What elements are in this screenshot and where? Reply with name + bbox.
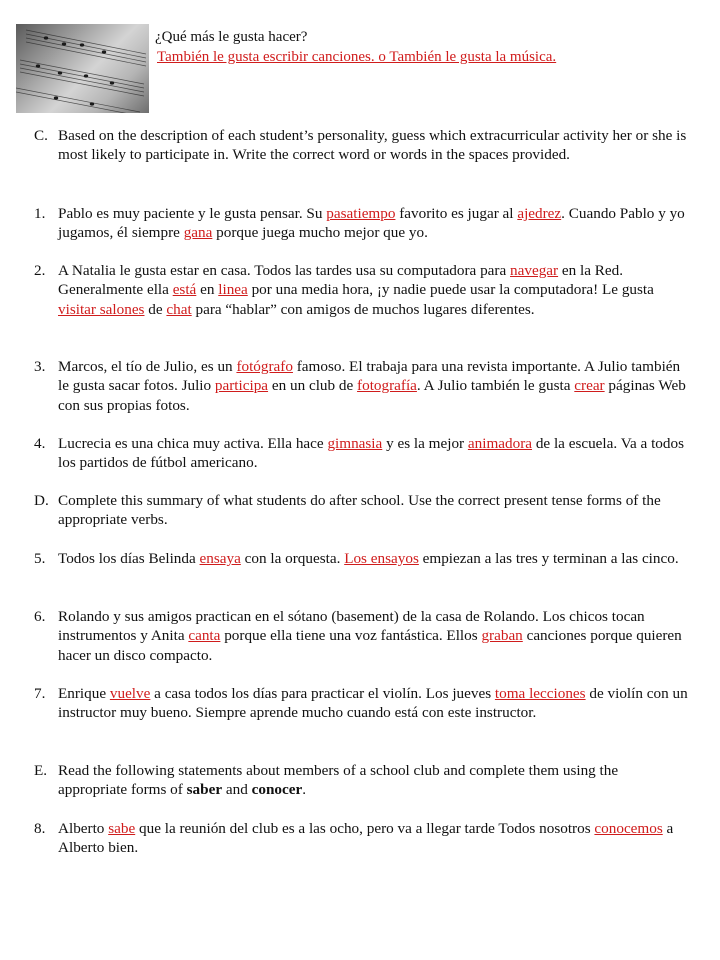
item-text: porque juega mucho mejor que yo. (212, 224, 428, 242)
item-text: de (144, 300, 167, 318)
answer-blank: sabe (108, 820, 136, 837)
item-text: famoso. El trabaja para una revista importante. A Julio también le gusta sacar fotos. Julio (58, 358, 681, 395)
item-text: por una media hora, ¡y nadie puede usar la computadora! Le gusta (247, 281, 654, 299)
answer-blank: navegar (510, 262, 559, 279)
item-number: 4. (34, 435, 46, 452)
answer-blank: linea (218, 281, 248, 299)
section-e-instructions (34, 761, 690, 800)
item-text: en (196, 281, 219, 299)
item-text: canciones porque quieren hacer un disco compacto. (58, 627, 682, 664)
section-d-text: Complete this summary of what students do after school. Use the correct present tense forms of the appropriate verbs. (58, 492, 661, 529)
exercise-item-4 (34, 434, 690, 473)
section-e-text: and (222, 781, 252, 799)
item-number: 8. (34, 820, 46, 837)
item-text: páginas Web con sus propias fotos. (58, 377, 686, 414)
item-text: a casa todos los días para practicar el violín. Los jueves (150, 685, 495, 702)
section-d-instructions (34, 491, 690, 530)
exercise-item-3 (34, 357, 690, 415)
answer-blank: ajedrez (517, 205, 562, 222)
item-text: Pablo es muy paciente y le gusta pensar. Su (58, 205, 327, 222)
item-text: Marcos, el tío de Julio, es un (58, 358, 237, 375)
item-text: con la orquesta. (240, 550, 345, 567)
exercise-item-8 (34, 819, 690, 858)
exercise-item-6 (34, 607, 690, 665)
answer-blank: visitar salones (58, 300, 145, 318)
answer-blank: Los ensayos (344, 550, 419, 567)
question-answer: También le gusta escribir canciones. o También le gusta la música. (157, 49, 557, 65)
item-text: Rolando y sus amigos practican en el sótano (basement) de la casa de Rolando. Los chicos tocan instrumentos y Anita (58, 608, 645, 645)
answer-blank: crear (574, 377, 605, 395)
item-text: Alberto (58, 820, 109, 837)
item-text: empiezan a las tres y terminan a las cinco. (418, 550, 679, 567)
section-e-marker: E. (34, 762, 48, 779)
answer-blank: vuelve (109, 685, 151, 702)
item-text: A Natalia le gusta estar en casa. Todos las tardes usa su computadora para (58, 262, 511, 279)
item-text: de violín con un instructor muy bueno. Siempre aprende mucho cuando está con este instructor. (58, 685, 688, 722)
item-number: 1. (34, 205, 46, 222)
answer-blank: está (172, 281, 197, 299)
question-text: ¿Qué más le gusta hacer? (155, 29, 308, 45)
answer-blank: participa (214, 377, 269, 395)
item-number: 5. (34, 550, 46, 567)
answer-blank: fotógrafo (236, 358, 293, 375)
item-number: 6. (34, 608, 46, 625)
item-text: . Cuando Pablo y yo jugamos, él siempre (58, 205, 685, 242)
keyword-saber: saber (186, 781, 223, 799)
answer-blank: gimnasia (327, 435, 383, 452)
item-text: Enrique (58, 685, 110, 702)
exercise-item-5 (34, 549, 690, 568)
section-d-marker: D. (34, 492, 49, 509)
item-number: 3. (34, 358, 46, 375)
item-number: 2. (34, 262, 46, 279)
item-text: Lucrecia es una chica muy activa. Ella hace (58, 435, 328, 452)
item-text: . A Julio también le gusta (416, 377, 575, 395)
exercise-item-1 (34, 204, 690, 243)
answer-blank: pasatiempo (326, 205, 396, 222)
item-text: en un club de (268, 377, 358, 395)
item-text: porque ella tiene una voz fantástica. Ellos (220, 627, 482, 645)
answer-blank: toma lecciones (494, 685, 586, 702)
section-c-text: Based on the description of each student’s personality, guess which extracurricular activity her or she is most likely to participate in. Write the correct word or words in the spaces provided. (58, 127, 687, 164)
exercise-item-7 (34, 684, 690, 723)
keyword-conocer: conocer (251, 781, 303, 799)
answer-blank: conocemos (594, 820, 663, 837)
answer-blank: gana (183, 224, 213, 242)
answer-blank: fotografía (357, 377, 417, 395)
item-text: Todos los días Belinda (58, 550, 200, 567)
answer-blank: ensaya (199, 550, 241, 567)
section-c-instructions (34, 126, 690, 165)
item-text: que la reunión del club es a las ocho, pero va a llegar tarde Todos nosotros (135, 820, 595, 837)
answer-blank: animadora (467, 435, 533, 452)
section-e-text: Read the following statements about members of a school club and complete them using the appropriate forms of (58, 762, 619, 799)
item-text: para “hablar” con amigos de muchos lugares diferentes. (191, 300, 535, 318)
item-text: y es la mejor (382, 435, 468, 452)
item-text: de la escuela. Va a todos los partidos de fútbol americano. (58, 435, 684, 472)
item-number: 7. (34, 685, 46, 702)
item-text: favorito es jugar al (395, 205, 518, 222)
sheet-music-photo (16, 24, 149, 113)
answer-blank: graban (481, 627, 523, 645)
answer-blank: chat (166, 300, 192, 318)
item-text: en la Red. Generalmente ella (58, 262, 624, 299)
exercise-item-2 (34, 261, 690, 319)
section-c-marker: C. (34, 127, 48, 144)
item-text: a Alberto bien. (58, 820, 674, 857)
answer-blank: canta (188, 627, 221, 645)
section-e-text: . (302, 781, 307, 799)
